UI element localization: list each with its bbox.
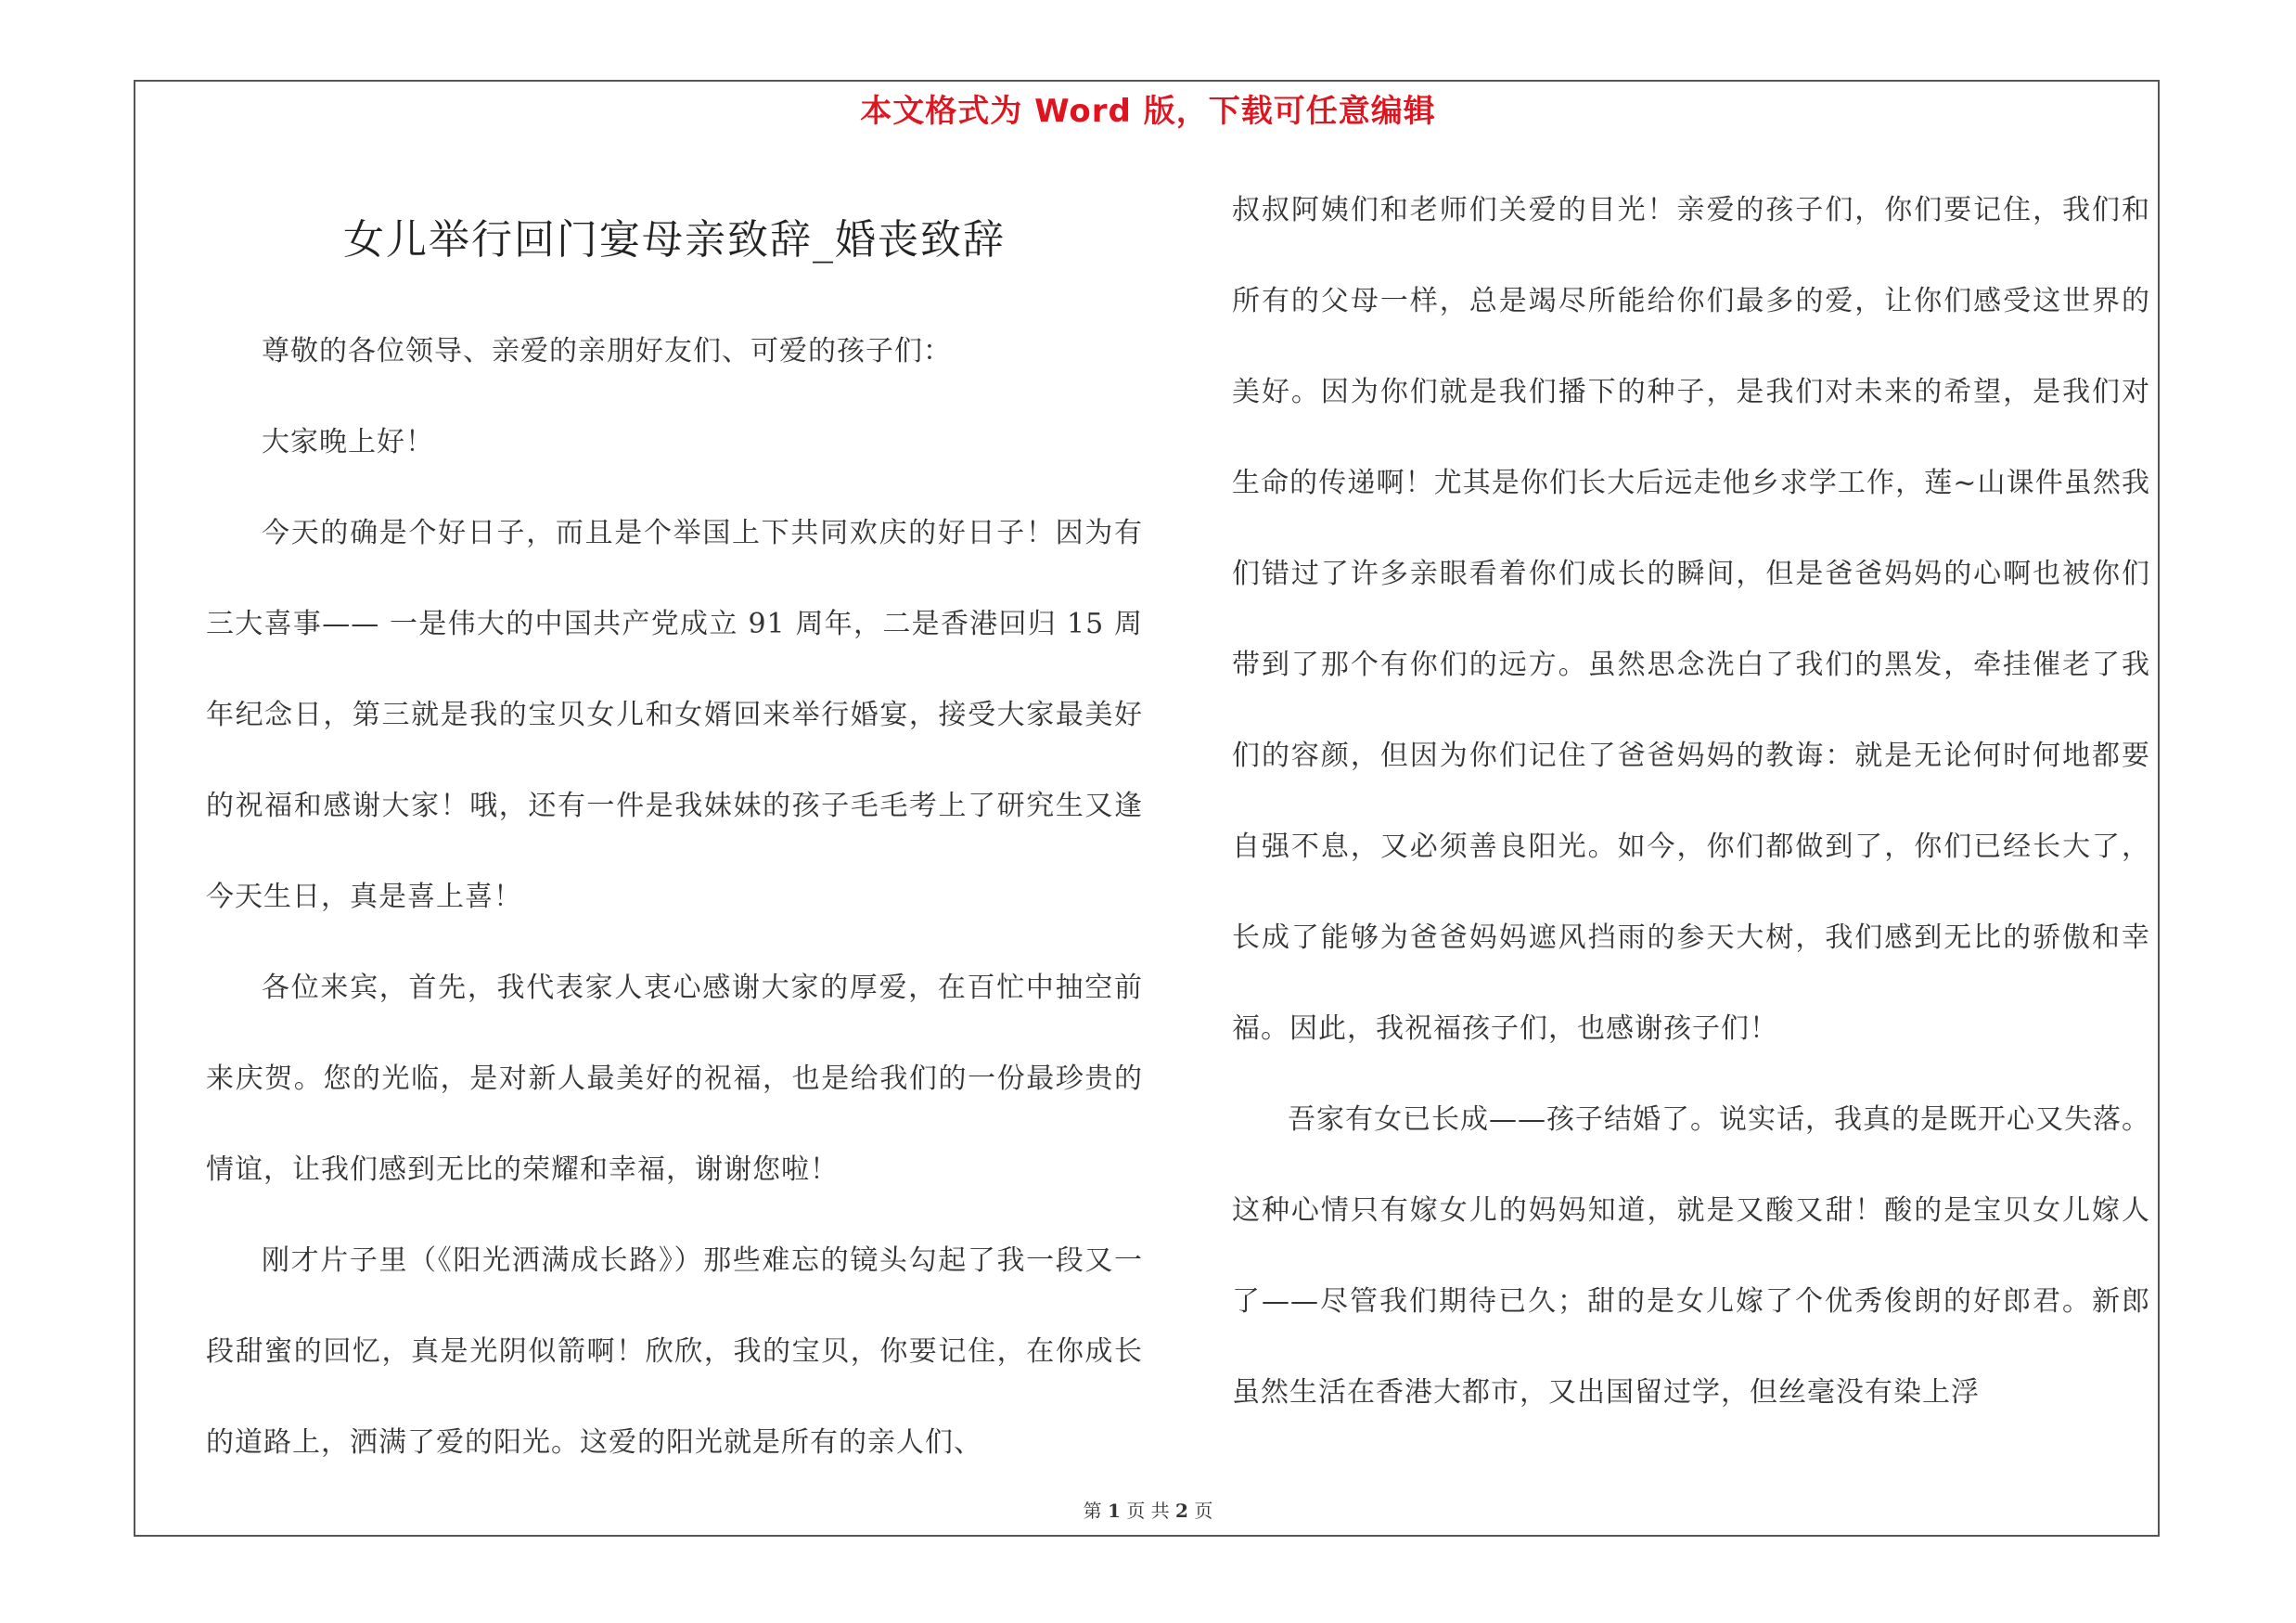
continued-paragraph: 叔叔阿姨们和老师们关爱的目光！亲爱的孩子们，你们要记住，我们和所有的父母一样，总是竭尽所能给你们最多的爱，让你们感受这世界的美好。因为你们就是我们播下的种子，是我们对未来的希望，是我们对生命的传递啊！尤其是你们长大后远走他乡求学工作，莲~山课件虽然我们错过了许多亲眼看着你们成长的瞬间，但是爸爸妈妈的心啊也被你们带到了那个有你们的远方。虽然思念洗白了我们的黑发，牵挂催老了我们的容颜，但因为你们记住了爸爸妈妈的教诲：就是无论何时何地都要自强不息，又必须善良阳光。如今，你们都做到了，你们已经长大了，长成了能够为爸爸妈妈遮风挡雨的参天大树，我们感到无比的骄傲和幸福。因此，我祝福孩子们，也感谢孩子们！ xyxy=(1232,194,2150,1045)
left-column xyxy=(206,306,1143,1488)
page-footer xyxy=(0,1496,2296,1523)
body-paragraph: 刚才片子里（《阳光洒满成长路》）那些难忘的镜头勾起了我一段又一段甜蜜的回忆，真是光阴似箭啊！欣欣，我的宝贝，你要记住，在你成长的道路上，洒满了爱的阳光。这爱的阳光就是所有的亲人们、 xyxy=(206,1244,1143,1459)
body-paragraph: 各位来宾，首先，我代表家人衷心感谢大家的厚爱，在百忙中抽空前来庆贺。您的光临，是对新人最美好的祝福，也是给我们的一份最珍贵的情谊，让我们感到无比的荣耀和幸福，谢谢您啦！ xyxy=(206,972,1143,1186)
greeting-paragraph: 大家晚上好！ xyxy=(262,426,434,458)
footer-prefix: 第 xyxy=(1083,1500,1102,1522)
total-page-count: 2 xyxy=(1175,1500,1188,1522)
body-paragraph: 今天的确是个好日子，而且是个举国上下共同欢庆的好日子！因为有三大喜事—— 一是伟大的中国共产党成立 91 周年，二是香港回归 15 周年纪念日，第三就是我的宝贝女儿和女婿回来举行婚宴，接受大家最美好的祝福和感谢大家！哦，还有一件是我妹妹的孩子毛毛考上了研究生又逢今天生日，真是喜上喜！ xyxy=(206,517,1143,913)
body-paragraph: 吾家有女已长成——孩子结婚了。说实话，我真的是既开心又失落。这种心情只有嫁女儿的妈妈知道，就是又酸又甜！酸的是宝贝女儿嫁人了——尽管我们期待已久；甜的是女儿嫁了个优秀俊朗的好郎君。新郎虽然生活在香港大都市，又出国留过学，但丝毫没有染上浮 xyxy=(1232,1103,2150,1409)
document-title: 女儿举行回门宴母亲致辞_婚丧致辞 xyxy=(343,216,1006,264)
current-page-number: 1 xyxy=(1108,1500,1121,1522)
format-notice-banner: 本文格式为 Word 版，下载可任意编辑 xyxy=(860,93,1436,130)
salutation-paragraph: 尊敬的各位领导、亲爱的亲朋好友们、可爱的孩子们： xyxy=(262,335,952,367)
footer-suffix: 页 xyxy=(1194,1500,1213,1522)
right-column xyxy=(1232,165,2150,1438)
footer-middle: 页 共 xyxy=(1126,1500,1170,1522)
